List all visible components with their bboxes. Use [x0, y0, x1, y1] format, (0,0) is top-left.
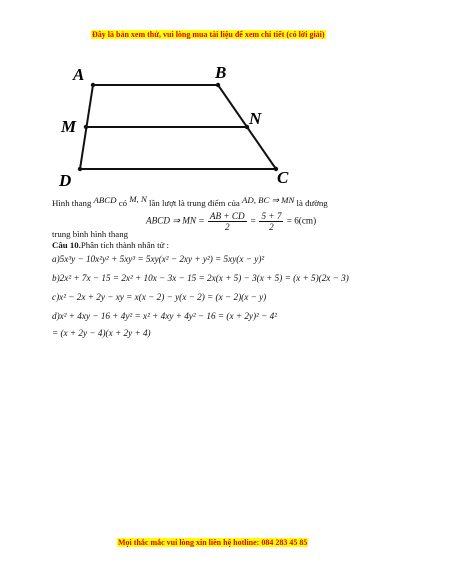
fraction-ab-cd	[208, 211, 247, 232]
math-ad-bc-mn: AD, BC ⇒ MN	[242, 195, 295, 205]
label-b: B	[215, 63, 227, 82]
fraction-denominator: 2	[269, 222, 274, 232]
formula-lhs: ABCD ⇒ MN =	[146, 215, 205, 226]
text-run: có	[118, 198, 128, 208]
equals-sign: =	[249, 215, 257, 226]
label-c: C	[277, 168, 289, 187]
math-abcd: ABCD	[93, 195, 117, 205]
preview-notice-text: Đây là bản xem thử, vui lòng mua tài liệu để xem chi tiết (có lời giải)	[92, 30, 325, 39]
answer-d-line1: d)x² + 4xy − 16 + 4y² = x² + 4xy + 4y² − 16 = (x + 2y)² − 4²	[52, 311, 277, 321]
label-d: D	[59, 171, 72, 190]
answer-c: c)x² − 2x + 2y − xy = x(x − 2) − y(x − 2) = (x − 2)(x − y)	[52, 292, 267, 302]
fraction-numerator: AB + CD	[209, 211, 245, 221]
midline-statement-cont: trung bình hình thang	[52, 229, 128, 239]
label-m: M	[61, 117, 77, 136]
question-text: Phân tích thành nhân tử :	[80, 240, 169, 250]
text-run: lần lượt là trung điểm của	[149, 198, 240, 208]
math-mn: M, N	[129, 194, 147, 204]
text-run: là đường	[296, 198, 328, 208]
hotline-footer	[117, 532, 308, 550]
label-n: N	[249, 109, 262, 128]
preview-notice	[91, 24, 326, 42]
point-d	[78, 167, 82, 171]
point-m	[84, 125, 88, 129]
point-b	[216, 83, 220, 87]
answer-a: a)5x³y − 10x²y² + 5xy³ = 5xy(x² − 2xy + y²) = 5xy(x − y)²	[52, 254, 265, 264]
fraction-numerator: 5 + 7	[261, 211, 282, 221]
hotline-text: Mọi thắc mắc vui lòng xin liên hệ hotline: 084 283 45 85	[118, 538, 308, 547]
question-number: Câu 10.	[52, 240, 81, 250]
trapezoid-figure	[55, 58, 305, 193]
answer-d-line2: = (x + 2y − 4)(x + 2y + 4)	[52, 328, 151, 338]
point-a	[91, 83, 95, 87]
midline-statement	[52, 194, 328, 209]
label-a: A	[73, 65, 85, 84]
question-heading	[52, 240, 169, 250]
text-run: Hình thang	[52, 198, 92, 208]
midline-formula	[146, 211, 316, 232]
answer-b: b)2x² + 7x − 15 = 2x² + 10x − 3x − 15 = 2x(x + 5) − 3(x + 5) = (x + 5)(2x − 3)	[52, 273, 349, 283]
fraction-denominator: 2	[224, 222, 230, 232]
formula-result: = 6(cm)	[286, 215, 317, 226]
fraction-5-7	[259, 211, 283, 232]
